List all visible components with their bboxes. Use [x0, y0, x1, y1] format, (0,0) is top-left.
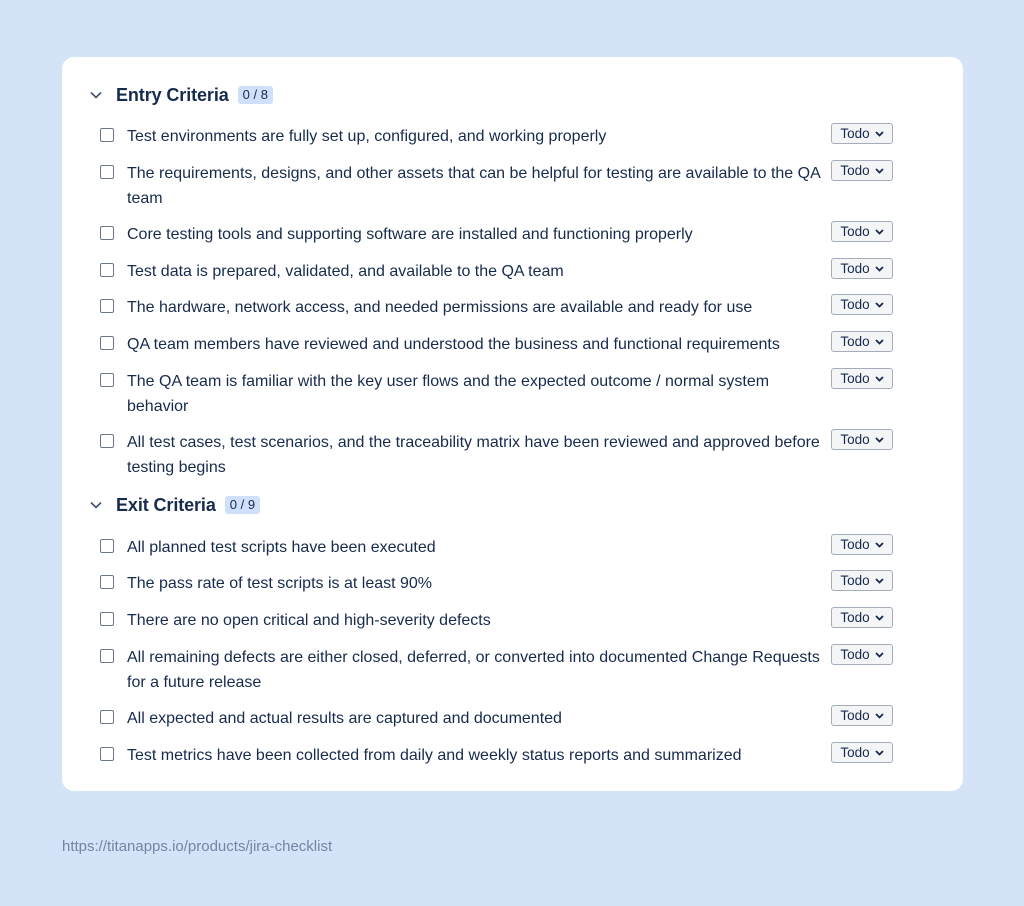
chevron-down-icon	[875, 615, 884, 621]
checkbox[interactable]	[100, 336, 114, 350]
checklist-item-text: All planned test scripts have been executed	[127, 539, 436, 556]
checklist-item-text: All expected and actual results are captured and documented	[127, 710, 562, 727]
checklist-item-text: The requirements, designs, and other assets that can be helpful for testing are available to the QA team	[127, 165, 820, 207]
checklist-item-text: The pass rate of test scripts is at least 90%	[127, 575, 433, 592]
checkbox[interactable]	[100, 373, 114, 387]
checkbox[interactable]	[100, 747, 114, 761]
checkbox[interactable]	[100, 165, 114, 179]
checklist-item-text: QA team members have reviewed and understood the business and functional requirements	[127, 336, 780, 353]
chevron-down-icon	[875, 713, 884, 719]
status-dropdown[interactable]	[831, 705, 893, 726]
status-dropdown[interactable]	[831, 123, 893, 144]
checklist-item-text: All test cases, test scenarios, and the traceability matrix have been reviewed and approved before testing begins	[127, 434, 820, 476]
status-label: Todo	[840, 432, 870, 447]
checkbox[interactable]	[100, 128, 114, 142]
status-dropdown[interactable]	[831, 294, 893, 315]
status-label: Todo	[840, 708, 870, 723]
status-label: Todo	[840, 610, 870, 625]
footer-url: https://titanapps.io/products/jira-checklist	[62, 838, 333, 855]
progress-count-badge: 0 / 8	[238, 86, 273, 104]
checkbox[interactable]	[100, 434, 114, 448]
chevron-down-icon	[875, 229, 884, 235]
chevron-down-icon	[875, 437, 884, 443]
checklist-item-text: The hardware, network access, and needed permissions are available and ready for use	[127, 299, 753, 316]
checkbox[interactable]	[100, 710, 114, 724]
checkbox[interactable]	[100, 649, 114, 663]
status-dropdown[interactable]	[831, 258, 893, 279]
status-label: Todo	[840, 297, 870, 312]
section-title: Entry Criteria	[116, 84, 229, 105]
checkbox[interactable]	[100, 539, 114, 553]
checklist-item-text: There are no open critical and high-severity defects	[127, 612, 491, 629]
status-label: Todo	[840, 537, 870, 552]
status-label: Todo	[840, 261, 870, 276]
chevron-down-icon	[875, 578, 884, 584]
checkbox[interactable]	[100, 299, 114, 313]
status-label: Todo	[840, 371, 870, 386]
chevron-down-icon	[875, 168, 884, 174]
status-dropdown[interactable]	[831, 644, 893, 665]
checklist-card	[62, 57, 963, 791]
status-dropdown[interactable]	[831, 570, 893, 591]
chevron-down-icon[interactable]	[90, 499, 102, 511]
chevron-down-icon	[875, 266, 884, 272]
chevron-down-icon[interactable]	[90, 89, 102, 101]
section-title: Exit Criteria	[116, 494, 216, 515]
chevron-down-icon	[875, 131, 884, 137]
chevron-down-icon	[875, 750, 884, 756]
status-label: Todo	[840, 224, 870, 239]
progress-count-badge: 0 / 9	[225, 496, 260, 514]
status-dropdown[interactable]	[831, 742, 893, 763]
checklist-item-text: Core testing tools and supporting software are installed and functioning properly	[127, 226, 693, 243]
checklist-item-text: Test environments are fully set up, configured, and working properly	[127, 128, 607, 145]
status-dropdown[interactable]	[831, 368, 893, 389]
status-label: Todo	[840, 163, 870, 178]
status-dropdown[interactable]	[831, 221, 893, 242]
status-dropdown[interactable]	[831, 160, 893, 181]
chevron-down-icon	[875, 542, 884, 548]
chevron-down-icon	[875, 302, 884, 308]
checkbox[interactable]	[100, 226, 114, 240]
chevron-down-icon	[875, 652, 884, 658]
status-label: Todo	[840, 647, 870, 662]
status-label: Todo	[840, 573, 870, 588]
chevron-down-icon	[875, 339, 884, 345]
status-dropdown[interactable]	[831, 331, 893, 352]
section-header-entry-criteria	[90, 81, 273, 109]
checklist-item-text: Test metrics have been collected from daily and weekly status reports and summarized	[127, 747, 742, 764]
status-dropdown[interactable]	[831, 607, 893, 628]
status-label: Todo	[840, 126, 870, 141]
checkbox[interactable]	[100, 575, 114, 589]
checklist-item-text: All remaining defects are either closed, deferred, or converted into documented Change Requests for a future release	[127, 649, 820, 691]
status-dropdown[interactable]	[831, 429, 893, 450]
status-label: Todo	[840, 745, 870, 760]
status-label: Todo	[840, 334, 870, 349]
section-header-exit-criteria	[90, 491, 260, 519]
checklist-item-text: The QA team is familiar with the key user flows and the expected outcome / normal system behavior	[127, 373, 770, 415]
checklist-item-text: Test data is prepared, validated, and available to the QA team	[127, 263, 564, 280]
checkbox[interactable]	[100, 612, 114, 626]
chevron-down-icon	[875, 376, 884, 382]
checkbox[interactable]	[100, 263, 114, 277]
status-dropdown[interactable]	[831, 534, 893, 555]
